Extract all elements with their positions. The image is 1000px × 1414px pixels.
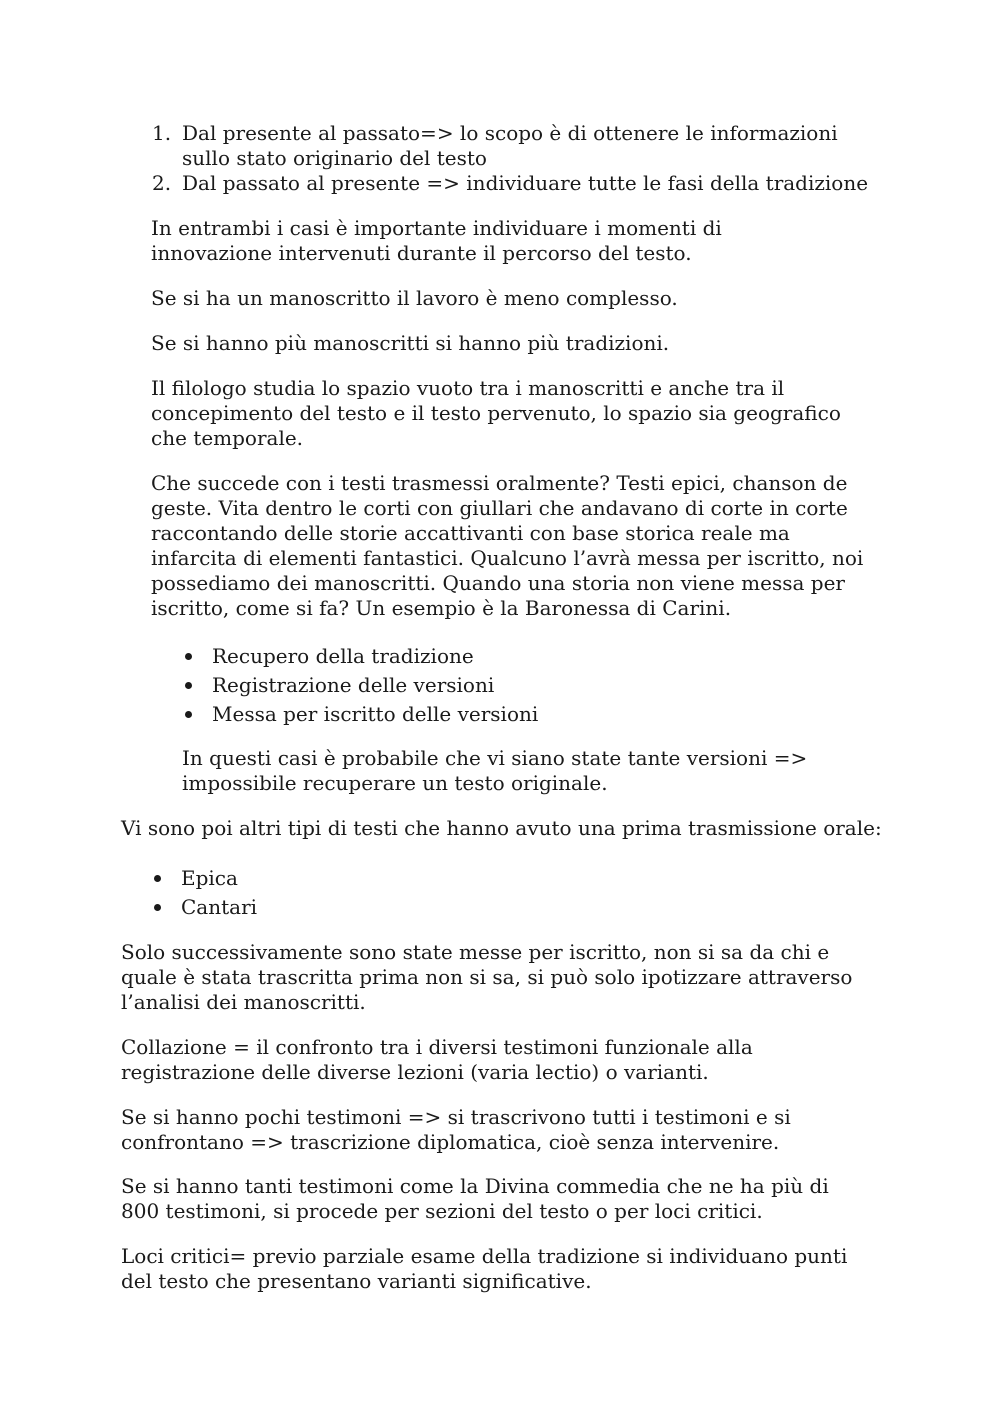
bullet-dot [154,904,161,911]
paragraph-testi-orali: Che succede con i testi trasmessi oralmente? Testi epici, chanson de geste. Vita dentro le corti con giullari che andavano di corte in corte raccontando delle storie accattivanti con base storica reale ma infarcita di elementi fantastici. Qualcuno l’avrà messa per iscritto, noi possediamo dei manoscritti. Quando una storia non viene messa per iscritto, come si fa? Un esempio è la Baronessa di Carini. [151,471,864,620]
numbered-item-2: Dal passato al presente => individuare tutte le fasi della tradizione [182,171,869,195]
paragraph-tanti-testimoni: Se si hanno tanti testimoni come la Divina commedia che ne ha più di 800 testimoni, si procede per sezioni del testo o per loci critici. [121,1174,829,1223]
paragraph-filologo: Il filologo studia lo spazio vuoto tra i manoscritti e anche tra il concepimento del testo e il testo pervenuto, lo spazio sia geografico che temporale. [151,376,841,450]
bullet-item-cantari: Cantari [181,895,258,919]
bullet-item-epica: Epica [181,866,238,890]
bullet-dot [154,875,161,882]
numbered-marker-2: 2. [152,171,172,195]
paragraph-innovazione: In entrambi i casi è importante individuare i momenti di innovazione intervenuti durante il percorso del testo. [151,216,722,265]
paragraph-un-manoscritto: Se si ha un manoscritto il lavoro è meno complesso. [151,286,678,310]
numbered-marker-1: 1. [152,121,172,145]
paragraph-collazione: Collazione = il confronto tra i diversi testimoni funzionale alla registrazione delle diverse lezioni (varia lectio) o varianti. [121,1035,753,1084]
bullet-dot [185,682,192,689]
paragraph-loci-critici: Loci critici= previo parziale esame della tradizione si individuano punti del testo che presentano varianti significative. [121,1244,848,1293]
paragraph-trasmissione-orale: Vi sono poi altri tipi di testi che hanno avuto una prima trasmissione orale: [121,816,882,840]
bullet-dot [185,711,192,718]
paragraph-piu-manoscritti: Se si hanno più manoscritti si hanno più tradizioni. [151,331,670,355]
numbered-item-1: Dal presente al passato=> lo scopo è di ottenere le informazioni sullo stato originario del testo [182,121,838,170]
bullet-item-registrazione: Registrazione delle versioni [212,673,495,697]
bullet-item-recupero: Recupero della tradizione [212,644,474,668]
bullet-item-messa: Messa per iscritto delle versioni [212,702,539,726]
bullet-dot [185,653,192,660]
paragraph-pochi-testimoni: Se si hanno pochi testimoni => si trascrivono tutti i testimoni e si confrontano => trascrizione diplomatica, cioè senza intervenire. [121,1105,791,1154]
paragraph-versioni: In questi casi è probabile che vi siano state tante versioni => impossibile recuperare un testo originale. [182,746,808,795]
paragraph-successivamente: Solo successivamente sono state messe per iscritto, non si sa da chi e quale è stata trascritta prima non si sa, si può solo ipotizzare attraverso l’analisi dei manoscritti. [121,940,853,1014]
